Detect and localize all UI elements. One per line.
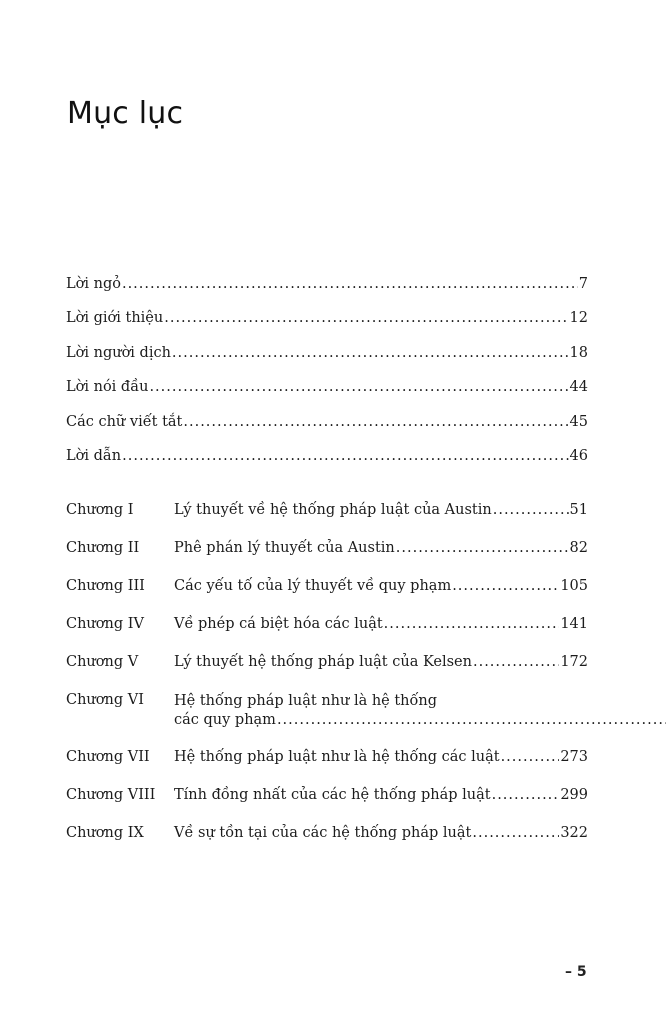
chapter-title: Các yếu tố của lý thuyết về quy phạm	[174, 578, 452, 595]
toc-chapter-entry[interactable]	[66, 502, 588, 540]
leader-dots	[183, 414, 568, 430]
chapter-label: Chương V	[66, 654, 139, 671]
entry-title: Lời người dịch	[66, 344, 171, 361]
chapter-title-line1: Hệ thống pháp luật như là hệ thống	[174, 693, 438, 710]
chapter-label: Chương IX	[66, 825, 144, 842]
page-title: Mục lục	[67, 96, 184, 131]
page-number: 51	[569, 502, 588, 519]
page-number: 299	[560, 787, 588, 804]
page-number: 105	[560, 578, 588, 595]
entry-title: Lời giới thiệu	[66, 310, 164, 327]
page-number: 141	[560, 616, 588, 633]
page-number: 18	[569, 344, 588, 361]
toc-entry[interactable]	[66, 276, 588, 310]
page-number: 46	[569, 447, 588, 464]
entry-title: Lời dẫn	[66, 447, 122, 464]
chapter-title-line2: các quy phạm	[174, 712, 276, 729]
chapter-label: Chương III	[66, 578, 145, 595]
page-folio: – 5	[565, 964, 587, 980]
chapter-list	[66, 502, 588, 863]
chapter-title: Phê phán lý thuyết của Austin	[174, 540, 395, 557]
leader-dots	[164, 310, 568, 326]
toc-chapter-entry[interactable]	[66, 654, 588, 692]
leader-dots	[493, 502, 569, 518]
leader-dots	[501, 749, 560, 765]
leader-dots	[472, 825, 559, 841]
toc-entry[interactable]	[66, 310, 588, 344]
toc-entry[interactable]	[66, 448, 588, 482]
leader-dots	[149, 379, 568, 395]
page-number: 82	[569, 540, 588, 557]
table-of-contents	[66, 276, 588, 863]
leader-dots	[122, 276, 578, 292]
toc-chapter-entry[interactable]	[66, 578, 588, 616]
chapter-title: Về sự tồn tại của các hệ thống pháp luật	[174, 825, 472, 842]
toc-entry[interactable]	[66, 345, 588, 379]
leader-dots	[473, 654, 559, 670]
page-number: 45	[569, 413, 588, 430]
page-number: 172	[560, 654, 588, 671]
leader-dots	[452, 578, 559, 594]
toc-chapter-entry[interactable]	[66, 616, 588, 654]
chapter-label: Chương VIII	[66, 787, 156, 804]
chapter-title: Về phép cá biệt hóa các luật	[174, 616, 383, 633]
page-number: 12	[569, 310, 588, 327]
leader-dots	[277, 711, 666, 730]
chapter-title: Lý thuyết về hệ thống pháp luật của Austin	[174, 502, 492, 519]
toc-chapter-entry[interactable]	[66, 692, 588, 749]
front-matter-list	[66, 276, 588, 482]
toc-entry[interactable]	[66, 414, 588, 448]
page-number: 273	[560, 749, 588, 766]
toc-chapter-entry[interactable]	[66, 540, 588, 578]
chapter-label: Chương VII	[66, 749, 150, 766]
leader-dots	[172, 345, 569, 361]
chapter-label: Chương I	[66, 502, 134, 519]
leader-dots	[122, 448, 568, 464]
page-number: 322	[560, 825, 588, 842]
chapter-label: Chương VI	[66, 692, 144, 709]
entry-title: Các chữ viết tắt	[66, 413, 183, 430]
leader-dots	[492, 787, 560, 803]
leader-dots	[396, 540, 569, 556]
toc-entry[interactable]	[66, 379, 588, 413]
chapter-title: Lý thuyết hệ thống pháp luật của Kelsen	[174, 654, 472, 671]
chapter-title: Tính đồng nhất của các hệ thống pháp luật	[174, 787, 491, 804]
page-number: 44	[569, 379, 588, 396]
toc-chapter-entry[interactable]	[66, 787, 588, 825]
chapter-label: Chương II	[66, 540, 140, 557]
chapter-label: Chương IV	[66, 616, 144, 633]
entry-title: Lời ngỏ	[66, 276, 121, 292]
toc-chapter-entry[interactable]	[66, 825, 588, 863]
chapter-title: Hệ thống pháp luật như là hệ thống các luật	[174, 749, 500, 766]
entry-title: Lời nói đầu	[66, 379, 149, 396]
leader-dots	[384, 616, 560, 632]
toc-chapter-entry[interactable]	[66, 749, 588, 787]
page-number: 7	[578, 276, 588, 292]
